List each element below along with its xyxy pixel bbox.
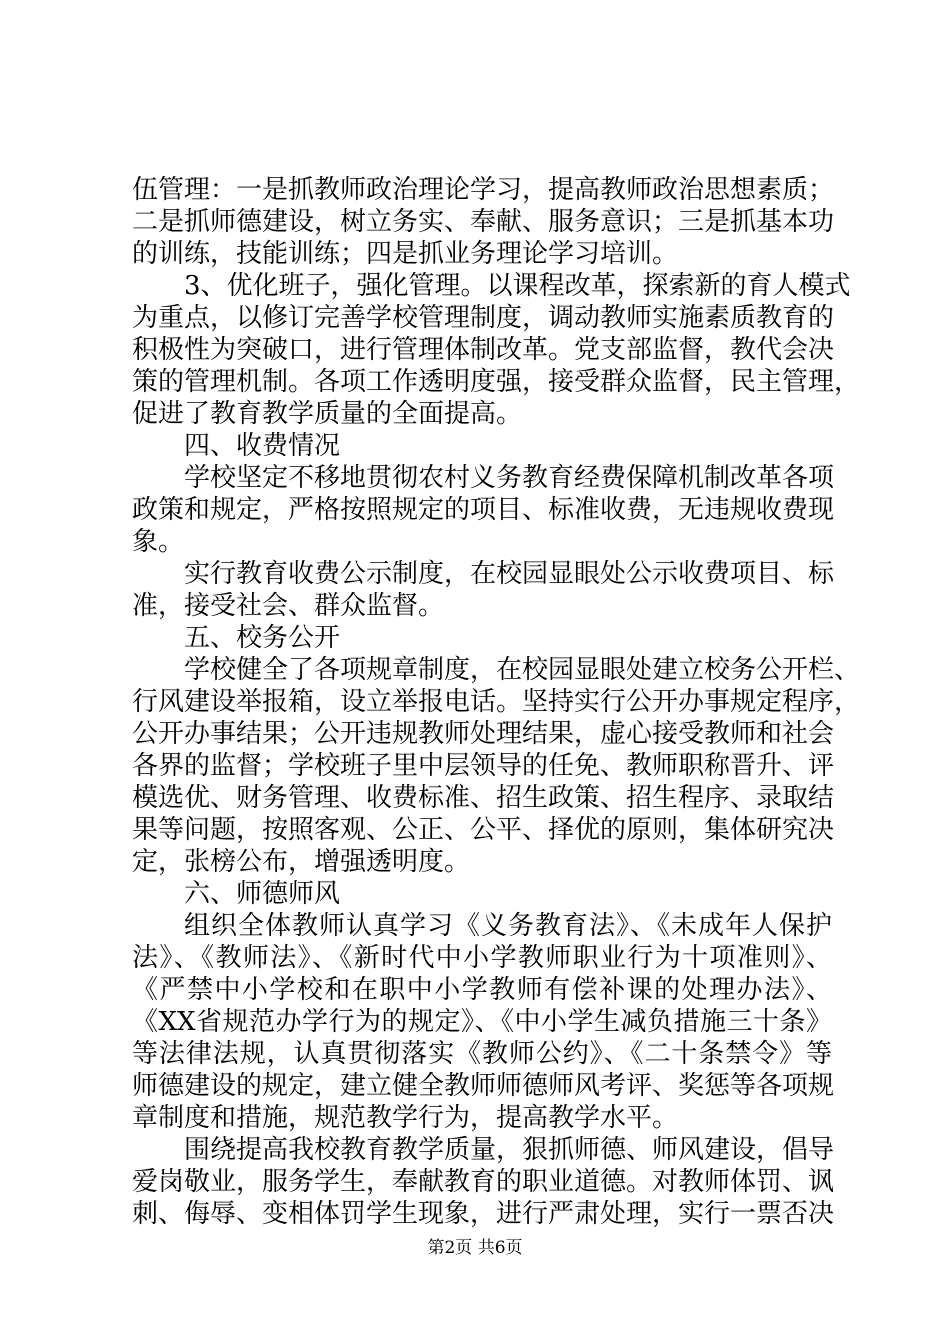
text-line: 伍管理：一是抓教师政治理论学习，提高教师政治思想素质； <box>132 175 835 205</box>
text-line: 果等问题，按照客观、公正、公平、择优的原则，集体研究决 <box>132 815 835 845</box>
text-line: 行风建设举报箱，设立举报电话。坚持实行公开办事规定程序， <box>132 687 861 717</box>
text-line: 等法律法规，认真贯彻落实《教师公约》、《二十条禁令》等 <box>132 1039 832 1069</box>
text-line: 准，接受社会、群众监督。 <box>132 591 445 621</box>
text-line: 《XX省规范办学行为的规定》、《中小学生减负措施三十条》 <box>132 1007 832 1037</box>
text-line: 政策和规定，严格按照规定的项目、标准收费，无违规收费现 <box>132 495 835 525</box>
text-line: 《严禁中小学校和在职中小学教师有偿补课的处理办法》、 <box>132 975 832 1005</box>
text-line: 模选优、财务管理、收费标准、招生政策、招生程序、录取结 <box>132 783 835 813</box>
text-line: 积极性为突破口，进行管理体制改革。党支部监督，教代会决 <box>132 335 835 365</box>
text-line: 学校健全了各项规章制度，在校园显眼处建立校务公开栏、 <box>184 655 861 685</box>
text-line: 各界的监督；学校班子里中层领导的任免、教师职称晋升、评 <box>132 751 835 781</box>
text-line: 爱岗敬业，服务学生，奉献教育的职业道德。对教师体罚、讽 <box>132 1167 835 1197</box>
text-line: 促进了教育教学质量的全面提高。 <box>132 399 523 429</box>
text-line: 3、优化班子，强化管理。以课程改革，探索新的育人模式 <box>184 271 851 301</box>
text-line: 为重点，以修订完善学校管理制度，调动教师实施素质教育的 <box>132 303 835 333</box>
text-line: 学校坚定不移地贯彻农村义务教育经费保障机制改革各项 <box>184 463 835 493</box>
text-line: 章制度和措施，规范教学行为，提高教学水平。 <box>132 1103 679 1133</box>
section-heading: 四、收费情况 <box>184 431 341 461</box>
text-line: 策的管理机制。各项工作透明度强，接受群众监督，民主管理， <box>132 367 861 397</box>
text-line: 公开办事结果；公开违规教师处理结果，虚心接受教师和社会 <box>132 719 835 749</box>
text-line: 刺、侮辱、变相体罚学生现象，进行严肃处理，实行一票否决 <box>132 1199 835 1229</box>
text-line: 的训练，技能训练；四是抓业务理论学习培训。 <box>132 239 679 269</box>
page-footer: 第2页 共6页 <box>427 1238 523 1258</box>
text-line: 实行教育收费公示制度，在校园显眼处公示收费项目、标 <box>184 559 835 589</box>
section-heading: 六、师德师风 <box>184 879 341 909</box>
text-line: 定，张榜公布，增强透明度。 <box>132 847 471 877</box>
text-line: 二是抓师德建设，树立务实、奉献、服务意识；三是抓基本功 <box>132 207 835 237</box>
text-line: 师德建设的规定，建立健全教师师德师风考评、奖惩等各项规 <box>132 1071 835 1101</box>
text-line: 法》、《教师法》、《新时代中小学教师职业行为十项准则》、 <box>132 943 832 973</box>
text-line: 象。 <box>132 527 185 557</box>
section-heading: 五、校务公开 <box>184 623 341 653</box>
text-line: 围绕提高我校教育教学质量，狠抓师德、师风建设，倡导 <box>184 1135 835 1165</box>
text-line: 组织全体教师认真学习《义务教育法》、《未成年人保护 <box>184 911 832 941</box>
